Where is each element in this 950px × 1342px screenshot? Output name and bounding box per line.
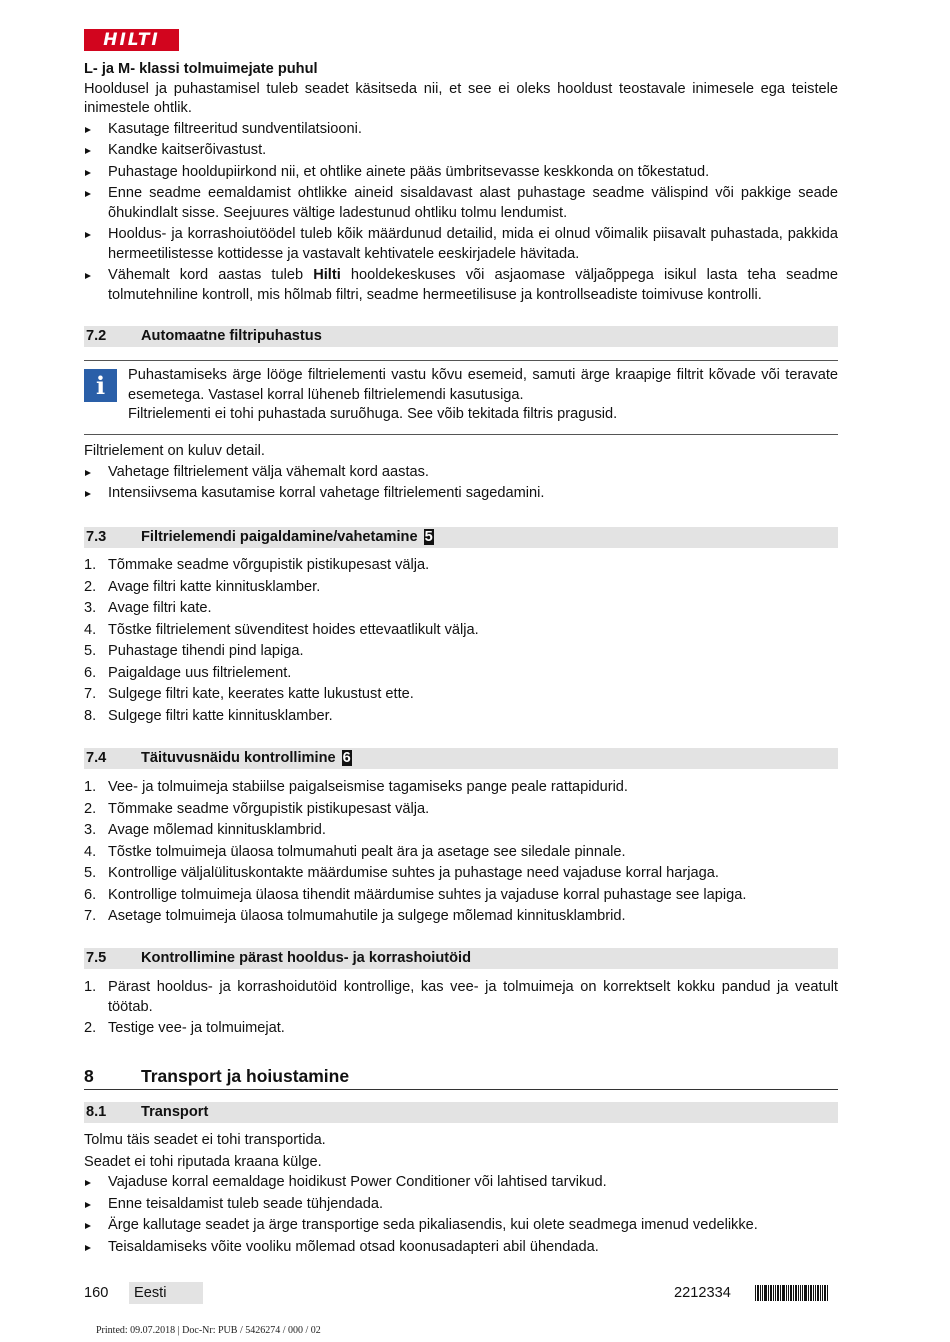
step-text: Avage mõlemad kinnitusklambrid. bbox=[108, 822, 326, 838]
list-item: 2. Testige vee- ja tolmuimejat. bbox=[84, 1020, 285, 1036]
barcode-bar bbox=[802, 1285, 803, 1301]
step-text: Kontrollige tolmuimeja ülaosa tihendit määrdumise suhtes ja vajaduse korral puhastage see lapiga. bbox=[108, 886, 747, 903]
barcode-bar bbox=[813, 1285, 814, 1301]
barcode-bar bbox=[762, 1285, 763, 1301]
step-text: Sulgege filtri katte kinnitusklamber. bbox=[108, 707, 333, 724]
list-item: Hooldus- ja korrashoiutöödel tuleb kõik määrdunud detailid, mida ei olnud võimalik piisavalt puhastada, pakkida hermeetilistesse kottidesse ja vastavalt kehtivatele eeskirjadele hävitada. bbox=[84, 225, 838, 264]
section-7-2-header bbox=[84, 326, 838, 347]
section-8-1-body bbox=[84, 1131, 838, 1259]
barcode-bar bbox=[760, 1285, 761, 1301]
list-item: 2. Tõmmake seadme võrgupistik pistikupesast välja. bbox=[84, 800, 430, 817]
brand-name: Hilti bbox=[313, 267, 341, 283]
barcode-bar bbox=[798, 1285, 799, 1301]
info-line: Filtrielementi ei tohi puhastada suruõhuga. See võib tekitada filtris pragusid. bbox=[128, 406, 618, 422]
list-item: 6. Paigaldage uus filtrielement. bbox=[84, 664, 292, 681]
figure-reference: 5 bbox=[424, 529, 433, 545]
section-7-2-body bbox=[84, 442, 838, 506]
list-item: 5. Kontrollige väljalülituskontakte määrdumise suhtes ja puhastage need vajaduse korral harjaga. bbox=[84, 865, 719, 881]
barcode-bar bbox=[808, 1285, 809, 1301]
barcode-bar bbox=[822, 1285, 823, 1301]
barcode-bar bbox=[820, 1285, 821, 1301]
info-icon: i bbox=[84, 369, 117, 402]
barcode-bar bbox=[780, 1285, 781, 1301]
section-title-text: Filtrielemendi paigaldamine/vahetamine bbox=[141, 529, 418, 545]
intro-section bbox=[84, 60, 838, 307]
barcode-bar bbox=[757, 1285, 759, 1301]
section-number: 7.2 bbox=[86, 328, 107, 344]
step-text: Asetage tolmuimeja ülaosa tolmumahutile ja sulgege mõlemad kinnitusklambrid. bbox=[108, 908, 626, 924]
paragraph: Seadet ei tohi riputada kraana külge. bbox=[84, 1153, 322, 1170]
step-text: Puhastage tihendi pind lapiga. bbox=[108, 643, 304, 659]
intro-bullet-list bbox=[84, 120, 838, 306]
barcode-bar bbox=[773, 1285, 774, 1301]
paragraph: Filtrielement on kuluv detail. bbox=[84, 443, 265, 459]
print-info: Printed: 09.07.2018 | Doc-Nr: PUB / 5426274 / 000 / 02 bbox=[96, 1325, 321, 1336]
section-title: Automaatne filtripuhastus bbox=[141, 328, 322, 344]
barcode-bar bbox=[804, 1285, 807, 1301]
section-number: 7.5 bbox=[86, 950, 107, 966]
step-text: Paigaldage uus filtrielement. bbox=[108, 664, 292, 681]
section-7-4-header bbox=[84, 748, 838, 769]
section-7-3-body bbox=[84, 556, 838, 728]
step-text: Tõstke filtrielement süvenditest hoides ettevaatlikult välja. bbox=[108, 621, 479, 638]
barcode-bar bbox=[795, 1285, 797, 1301]
intro-heading: L- ja M- klassi tolmuimejate puhul bbox=[84, 61, 318, 77]
bullet-list bbox=[84, 463, 838, 504]
barcode-bar bbox=[800, 1285, 801, 1301]
intro-paragraph: Hooldusel ja puhastamisel tuleb seadet käsitseda nii, et see ei oleks hooldust teostavale inimesele ega teistele inimestele ohtlik. bbox=[84, 80, 838, 116]
step-text: Avage filtri kate. bbox=[108, 600, 212, 616]
chapter-number: 8 bbox=[84, 1066, 94, 1086]
list-item: 5. Puhastage tihendi pind lapiga. bbox=[84, 643, 304, 659]
barcode-bar bbox=[810, 1285, 812, 1301]
logo-text: HILTI bbox=[103, 30, 160, 50]
list-item: Intensiivsema kasutamise korral vahetage filtrielementi sagedamini. bbox=[84, 484, 838, 504]
page-footer bbox=[84, 1282, 838, 1304]
info-line: Puhastamiseks ärge lööge filtrielementi vastu kõvu esemeid, samuti ärge kraapige filtrit kõvade või teravate esemetega. Vastasel korral lüheneb filtrielemendi kasutusiga. bbox=[128, 367, 838, 403]
section-7-5-header bbox=[84, 948, 838, 969]
list-item: Ärge kallutage seadet ja ärge transportige seda pikaliasendis, kui olete seadmega imenud vedelikke. bbox=[84, 1216, 838, 1236]
chapter-title: Transport ja hoiustamine bbox=[141, 1066, 350, 1086]
list-item: 7. Asetage tolmuimeja ülaosa tolmumahutile ja sulgege mõlemad kinnitusklambrid. bbox=[84, 908, 626, 924]
barcode-bar bbox=[817, 1285, 819, 1301]
list-item: Teisaldamiseks võite vooliku mõlemad otsad koonusadapteri abil ühendada. bbox=[84, 1238, 838, 1258]
list-item: 1. Vee- ja tolmuimeja stabiilse paigalseismise tagamiseks pange peale rattapidurid. bbox=[84, 779, 628, 795]
chapter-rule bbox=[84, 1089, 838, 1090]
list-item: 4. Tõstke filtrielement süvenditest hoides ettevaatlikult välja. bbox=[84, 621, 479, 638]
section-7-4-body bbox=[84, 778, 838, 929]
section-8-1-header bbox=[84, 1102, 838, 1123]
list-item: Puhastage hooldupiirkond nii, et ohtlike ainete pääs ümbritsevasse keskkonda on tõkestatud. bbox=[84, 163, 838, 183]
barcode-bar bbox=[793, 1285, 794, 1301]
list-item: 8. Sulgege filtri katte kinnitusklamber. bbox=[84, 707, 333, 724]
step-text: Vee- ja tolmuimeja stabiilse paigalseismise tagamiseks pange peale rattapidurid. bbox=[108, 779, 628, 795]
list-item: 1. Pärast hooldus- ja korrashoidutöid kontrollige, kas vee- ja tolmuimeja on korrektselt kokku pandud ja veatult töötab. bbox=[84, 979, 838, 1015]
step-text: Pärast hooldus- ja korrashoidutöid kontrollige, kas vee- ja tolmuimeja on korrektselt kokku pandud ja veatult töötab. bbox=[108, 979, 838, 1015]
step-text: Kontrollige väljalülituskontakte määrdumise suhtes ja puhastage need vajaduse korral harjaga. bbox=[108, 865, 719, 881]
section-title bbox=[141, 748, 352, 769]
list-item: 4. Tõstke tolmuimeja ülaosa tolmumahuti pealt ära ja asetage see siledale pinnale. bbox=[84, 843, 626, 860]
section-title: Transport bbox=[141, 1104, 209, 1120]
barcode-bar bbox=[824, 1285, 826, 1301]
barcode-bar bbox=[755, 1285, 756, 1301]
section-title bbox=[141, 527, 434, 548]
paragraph: Tolmu täis seadet ei tohi transportida. bbox=[84, 1132, 326, 1148]
numbered-list bbox=[84, 556, 838, 726]
section-number: 7.3 bbox=[86, 529, 107, 545]
bullet-text-before: Vähemalt kord aastas tuleb bbox=[108, 267, 314, 283]
figure-reference: 6 bbox=[342, 750, 351, 766]
language-label: Eesti bbox=[129, 1282, 203, 1304]
section-7-5-body bbox=[84, 978, 838, 1041]
barcode-bar bbox=[827, 1285, 828, 1301]
step-text: Tõmmake seadme võrgupistik pistikupesast välja. bbox=[108, 557, 430, 573]
section-number: 8.1 bbox=[86, 1104, 107, 1120]
section-number: 7.4 bbox=[86, 750, 107, 766]
barcode-bar bbox=[782, 1285, 785, 1301]
section-title: Kontrollimine pärast hooldus- ja korrashoiutöid bbox=[141, 950, 472, 966]
barcode-bar bbox=[815, 1285, 816, 1301]
document-number: 2212334 bbox=[674, 1285, 731, 1301]
barcode-bar bbox=[788, 1285, 789, 1301]
step-text: Sulgege filtri kate, keerates katte lukustust ette. bbox=[108, 686, 414, 702]
list-item: Enne seadme eemaldamist ohtlikke aineid sisaldavast alast puhastage seadme välispind või pakkige seade õhukindlalt sisse. Seejuures vältige ladestunud ohtliku tolmu lendumist. bbox=[84, 184, 838, 223]
barcode-bar bbox=[764, 1285, 767, 1301]
info-note bbox=[128, 366, 838, 425]
list-item: 6. Kontrollige tolmuimeja ülaosa tihendit määrdumise suhtes ja vajaduse korral puhastage see lapiga. bbox=[84, 886, 747, 903]
barcode-bar bbox=[768, 1285, 769, 1301]
list-item: Kasutage filtreeritud sundventilatsiooni. bbox=[84, 120, 838, 140]
list-item: Vajaduse korral eemaldage hoidikust Power Conditioner või lahtised tarvikud. bbox=[84, 1173, 838, 1193]
list-item: 2. Avage filtri katte kinnitusklamber. bbox=[84, 578, 321, 595]
list-item: 1. Tõmmake seadme võrgupistik pistikupesast välja. bbox=[84, 557, 430, 573]
list-item: Kandke kaitserõivastust. bbox=[84, 141, 838, 161]
hilti-logo bbox=[84, 29, 179, 51]
barcode-bar bbox=[777, 1285, 779, 1301]
barcode-bar bbox=[775, 1285, 776, 1301]
numbered-list bbox=[84, 978, 838, 1039]
step-text: Testige vee- ja tolmuimejat. bbox=[108, 1020, 285, 1036]
section-title-text: Täituvusnäidu kontrollimine bbox=[141, 750, 336, 766]
barcode bbox=[755, 1285, 838, 1301]
info-bottom-rule bbox=[84, 434, 838, 435]
barcode-bar bbox=[790, 1285, 792, 1301]
info-top-rule bbox=[84, 360, 838, 361]
section-7-3-header bbox=[84, 527, 838, 548]
step-text: Tõstke tolmuimeja ülaosa tolmumahuti pealt ära ja asetage see siledale pinnale. bbox=[108, 843, 626, 860]
step-text: Tõmmake seadme võrgupistik pistikupesast välja. bbox=[108, 800, 430, 817]
list-item: Enne teisaldamist tuleb seade tühjendada. bbox=[84, 1195, 838, 1215]
list-item: 3. Avage mõlemad kinnitusklambrid. bbox=[84, 822, 326, 838]
list-item bbox=[84, 266, 838, 305]
bullet-list bbox=[84, 1173, 838, 1257]
bullet-text-after: hooldekeskuses või asjaomase väljaõppega isikul lasta teha seadme tolmutehniline kontroll, mis hõlmab filtri, seadme hermeetilisuse ja kontrollseadiste toimivuse kontrolli. bbox=[108, 267, 838, 303]
barcode-bar bbox=[770, 1285, 772, 1301]
list-item: 7. Sulgege filtri kate, keerates katte lukustust ette. bbox=[84, 686, 414, 702]
barcode-bar bbox=[786, 1285, 787, 1301]
page-number: 160 bbox=[84, 1285, 109, 1301]
numbered-list bbox=[84, 778, 838, 927]
list-item: Vahetage filtrielement välja vähemalt kord aastas. bbox=[84, 463, 838, 483]
list-item: 3. Avage filtri kate. bbox=[84, 600, 212, 616]
step-text: Avage filtri katte kinnitusklamber. bbox=[108, 578, 321, 595]
